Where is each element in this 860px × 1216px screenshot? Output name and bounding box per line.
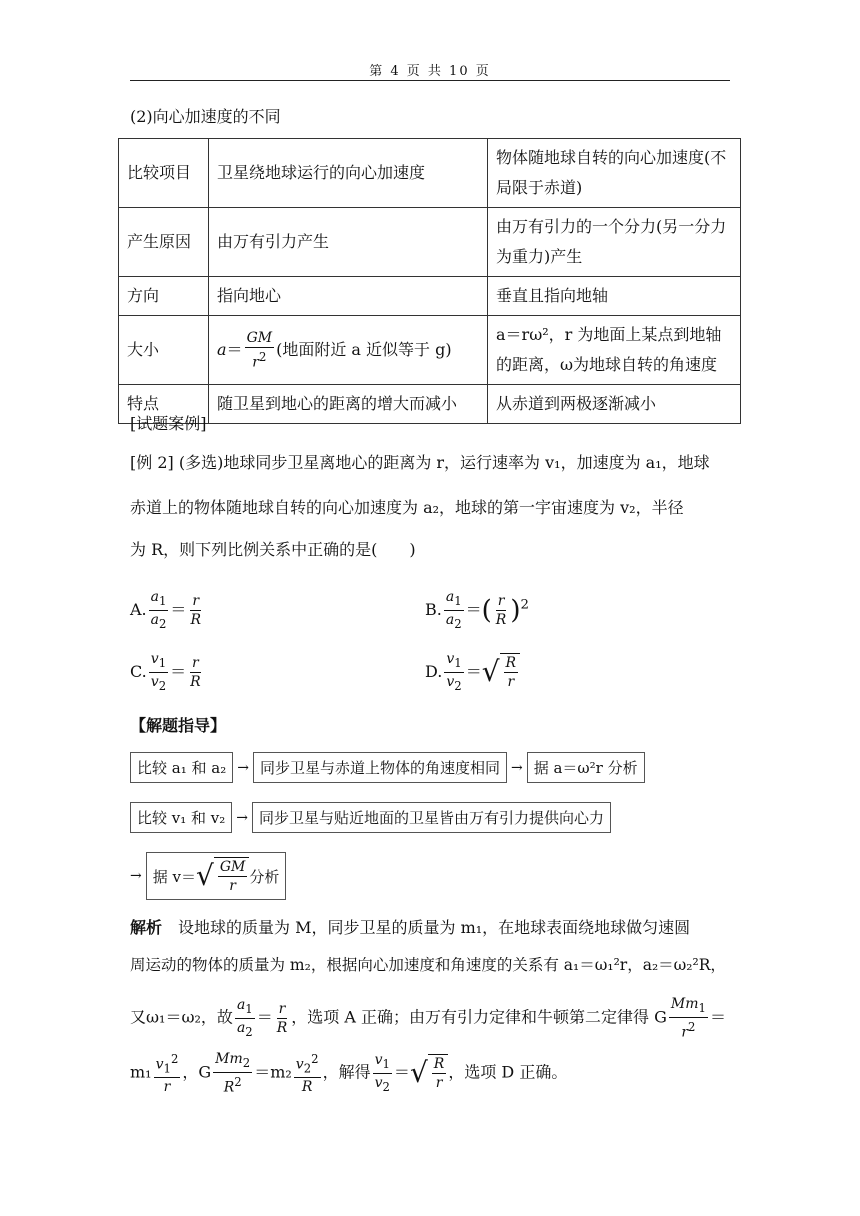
fraction: $\frac{Mm_1}{r^2}$ [670, 996, 706, 1041]
example-line-2: 赤道上的物体随地球自转的向心加速度为 a₂，地球的第一宇宙速度为 v₂，半径 [130, 498, 684, 517]
square-root: √ $\frac{R}{r}$ [410, 1054, 448, 1092]
table-row [119, 277, 741, 316]
fraction: $\frac{v_1^2}{r}$ [155, 1052, 179, 1096]
flow-box: 比较 v₁ 和 v₂ [130, 802, 232, 833]
table-cell: a＝rω²，r 为地面上某点到地轴的距离，ω为地球自转的角速度 [488, 316, 741, 385]
option-b[interactable]: B. $\frac{a_1}{a_2}$ ＝( $\frac{r}{R}$ )$^2$ [425, 589, 529, 631]
table-row [119, 139, 741, 208]
arrow-right-icon: → [237, 759, 249, 776]
table-header-cell: 卫星绕地球运行的向心加速度 [209, 139, 488, 208]
option-c[interactable]: C. $\frac{v_1}{v_2}$ ＝ $\frac{r}{R}$ [130, 651, 201, 693]
table-cell: 由万有引力的一个分力(另一分力为重力)产生 [488, 208, 741, 277]
fraction: $\frac{r}{R}$ [190, 654, 201, 690]
flow-box: 同步卫星与赤道上物体的角速度相同 [253, 752, 507, 783]
analysis-line-3: 又ω₁＝ω₂，故 $\frac{a_1}{a_2}$ ＝ $\frac{r}{R}$ ，选项 A 正确；由万有引力定律和牛顿第二定律得 G $\frac{Mm_1}{r^2}$ ＝ [130, 996, 726, 1041]
table-row [119, 208, 741, 277]
page-header: 第 4 页 共 10 页 [369, 64, 491, 79]
fraction: $\frac{v_1}{v_2}$ [374, 1051, 390, 1094]
flow-box: 据 a＝ω²r 分析 [527, 752, 645, 783]
example-line-3: 为 R，则下列比例关系中正确的是( ) [130, 540, 416, 559]
analysis-line-2: 周运动的物体的质量为 m₂，根据向心加速度和角速度的关系有 a₁＝ω₁²r，a₂＝ω₂²R， [130, 956, 726, 974]
fraction: $\frac{r}{R}$ [495, 592, 507, 628]
row-label: 方向 [119, 277, 209, 316]
row-label: 特点 [119, 385, 209, 424]
analysis-text: 又ω₁＝ω₂，故 [130, 1007, 233, 1027]
fraction: $\frac{r}{R}$ [190, 592, 201, 628]
flow-row-1 [130, 752, 645, 783]
arrow-right-icon: → [236, 809, 249, 826]
fraction: $\frac{a_1}{a_2}$ [236, 996, 253, 1039]
arrow-right-icon: → [130, 868, 142, 884]
analysis-line-1 [130, 918, 730, 938]
arrow-right-icon: → [510, 759, 523, 776]
analysis-text: ，选项 D 正确。 [448, 1062, 568, 1082]
fraction: $\frac{GM}{r^2}$ [246, 329, 273, 371]
fraction: $\frac{v_1}{v_2}$ [446, 651, 462, 693]
flow-box: 同步卫星与贴近地面的卫星皆由万有引力提供向心力 [252, 802, 611, 833]
analysis-text: ＝m₂ [254, 1062, 292, 1082]
table-row [119, 316, 741, 385]
fraction: $\frac{r}{R}$ [276, 1000, 288, 1036]
analysis-text: ，解得 [322, 1062, 371, 1082]
flow-box-text: 据 v＝ [152, 867, 196, 886]
fraction: $\frac{a_1}{a_2}$ [150, 589, 167, 631]
flow-box-text: 分析 [249, 867, 280, 886]
table-header-cell: 物体随地球自转的向心加速度(不局限于赤道) [488, 139, 741, 208]
option-c-label: C. [130, 661, 147, 681]
table-cell-formula: a＝ $\frac{GM}{r^2}$ (地面附近 a 近似等于 g) [209, 316, 488, 385]
option-a-label: A. [130, 599, 147, 619]
analysis-text: 设地球的质量为 M，同步卫星的质量为 m₁，在地球表面绕地球做匀速圆 [178, 918, 691, 937]
option-d-label: D. [425, 661, 443, 681]
square-root: √ $\frac{R}{r}$ [482, 653, 520, 691]
square-root: √ $\frac{GM}{r}$ [196, 857, 249, 895]
example-line-1: [例 2] (多选)地球同步卫星离地心的距离为 r，运行速率为 v₁，加速度为 a₁，地球 [130, 453, 710, 472]
case-label: [试题案例] [130, 414, 207, 433]
option-a[interactable]: A. $\frac{a_1}{a_2}$ ＝ $\frac{r}{R}$ [130, 589, 201, 631]
guide-title: 【解题指导】 [130, 716, 227, 735]
analysis-text: ，G [182, 1062, 212, 1082]
table-row [119, 385, 741, 424]
fraction: $\frac{a_1}{a_2}$ [445, 589, 462, 631]
section-title: (2)向心加速度的不同 [130, 107, 281, 126]
flow-row-2 [130, 802, 611, 833]
table-cell: 垂直且指向地轴 [488, 277, 741, 316]
option-d[interactable]: D. $\frac{v_1}{v_2}$ ＝ √ $\frac{R}{r}$ [425, 650, 520, 695]
fraction: $\frac{Mm_2}{R^2}$ [215, 1051, 251, 1096]
analysis-text: m₁ [130, 1062, 152, 1082]
analysis-label: 解析 [130, 918, 163, 937]
analysis-text: ＝ [709, 1007, 726, 1027]
table-cell: 指向地心 [209, 277, 488, 316]
row-label: 大小 [119, 316, 209, 385]
option-b-label: B. [425, 599, 442, 619]
row-label: 产生原因 [119, 208, 209, 277]
table-cell: 从赤道到两极逐渐减小 [488, 385, 741, 424]
table-cell: 由万有引力产生 [209, 208, 488, 277]
table-cell: 随卫星到地心的距离的增大而减小 [209, 385, 488, 424]
formula-note: (地面附近 a 近似等于 g) [276, 339, 452, 359]
fraction: $\frac{v_2^2}{R}$ [295, 1052, 319, 1096]
comparison-table [118, 138, 741, 424]
fraction: $\frac{v_1}{v_2}$ [150, 651, 167, 693]
flow-box [146, 852, 287, 900]
flow-box: 比较 a₁ 和 a₂ [130, 752, 233, 783]
table-header-cell: 比较项目 [119, 139, 209, 208]
analysis-text: ，选项 A 正确；由万有引力定律和牛顿第二定律得 G [291, 1007, 667, 1027]
header-divider [130, 80, 730, 81]
flow-row-3 [130, 852, 286, 900]
analysis-line-4: m₁ $\frac{v_1^2}{r}$ ，G $\frac{Mm_2}{R^2}$ ＝m₂ $\frac{v_2^2}{R}$ ，解得 $\frac{v_1}{v_2}$ ＝ √ $\frac{R}{r}$ ，选项 D 正确。 [130, 1051, 568, 1096]
